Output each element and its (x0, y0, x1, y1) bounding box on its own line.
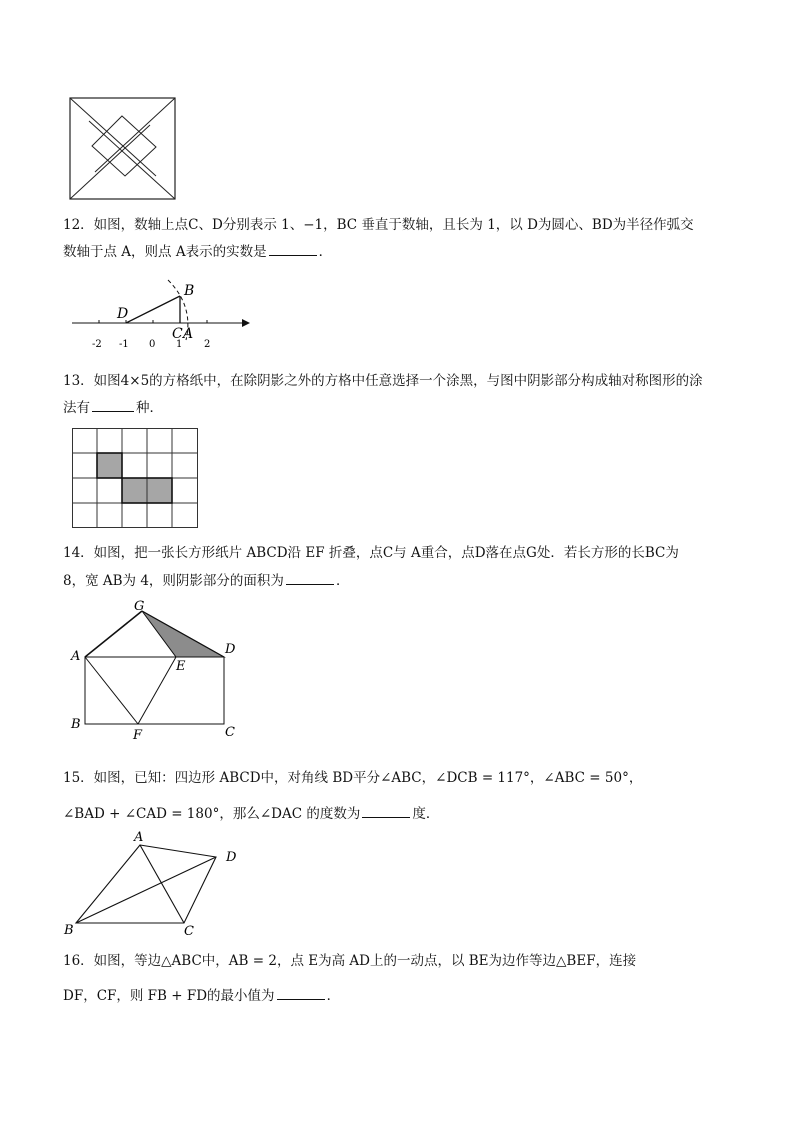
q13-grid-figure (72, 428, 199, 529)
q12-number-line-figure (66, 278, 250, 354)
q14-text-line2-a: 8，宽 AB为 4，则阴影部分的面积为 (63, 573, 284, 589)
q16-text-line2 (63, 985, 340, 1006)
q14-label-c: C (225, 725, 235, 740)
q16-text-line2-a: DF，CF，则 FB + FD的最小值为 (63, 988, 275, 1004)
q12-tick-label: -2 (92, 339, 102, 350)
pinwheel-square-figure (68, 96, 178, 202)
q14-label-g: G (134, 599, 145, 614)
q15-text-line2-a: ∠BAD + ∠CAD = 180°，那么∠DAC 的度数为 (63, 806, 361, 822)
q14-label-a: A (71, 649, 81, 664)
q16-text-line1: 16．如图，等边△ABC中，AB = 2，点 E为高 AD上的一动点，以 BE为边作等边△BEF，连接 (63, 953, 637, 969)
q13-text-line1: 13．如图4×5的方格纸中，在除阴影之外的方格中任意选择一个涂黑，与图中阴影部分构成轴对称图形的涂 (63, 373, 703, 389)
q14-label-e: E (176, 659, 186, 674)
q12-text-line1: 12．如图，数轴上点C、D分别表示 1、−1，BC 垂直于数轴，且长为 1，以 D为圆心、BD为半径作弧交 (63, 217, 694, 233)
q16-answer-blank[interactable] (277, 985, 325, 1000)
q12-tick-label: 1 (176, 339, 183, 350)
q12-tick-label: 2 (204, 339, 211, 350)
q14-label-d: D (225, 642, 236, 657)
q16-text-line2-b: ． (326, 988, 341, 1004)
q14-label-f: F (133, 728, 143, 743)
q14-text-line2-b: ． (335, 573, 350, 589)
q13-shaded-cell (147, 478, 172, 503)
q13-shaded-cell (122, 478, 147, 503)
q14-text-line2 (63, 570, 349, 591)
q12-label-a: A (183, 326, 194, 342)
q15-label-b: B (64, 923, 74, 938)
q12-text-line2 (63, 241, 332, 262)
q12-text-line2-a: 数轴于点 A，则点 A表示的实数是 (63, 244, 267, 260)
q12-label-c: C (172, 326, 183, 342)
q12-answer-blank[interactable] (269, 241, 317, 256)
q15-text-line1: 15．如图，已知：四边形 ABCD中，对角线 BD平分∠ABC，∠DCB = 117°，∠ABC = 50°， (63, 770, 643, 786)
q15-label-a: A (134, 830, 144, 845)
q12-tick-label: -1 (119, 339, 129, 350)
q14-folded-rectangle-figure (66, 598, 246, 743)
q15-label-c: C (184, 924, 194, 939)
q14-text-line1: 14．如图，把一张长方形纸片 ABCD沿 EF 折叠，点C与 A重合，点D落在点G处．若长方形的长BC为 (63, 545, 679, 561)
q13-text-line2-b: 种． (136, 400, 163, 416)
q13-shaded-cell (97, 453, 122, 478)
q14-label-b: B (71, 717, 81, 732)
q12-text-line2-b: ． (318, 244, 333, 260)
q15-answer-blank[interactable] (362, 803, 410, 818)
q15-text-line2 (63, 803, 439, 824)
q13-text-line2-a: 法有 (63, 400, 90, 416)
q13-text-line2 (63, 397, 163, 418)
q12-label-b: B (184, 283, 195, 299)
q12-tick-label: 0 (149, 339, 156, 350)
q12-label-d: D (117, 306, 129, 322)
q15-quadrilateral-figure (62, 827, 248, 939)
q15-label-d: D (226, 850, 237, 865)
q14-answer-blank[interactable] (286, 570, 334, 585)
q13-answer-blank[interactable] (92, 397, 134, 412)
q15-text-line2-b: 度． (412, 806, 440, 822)
